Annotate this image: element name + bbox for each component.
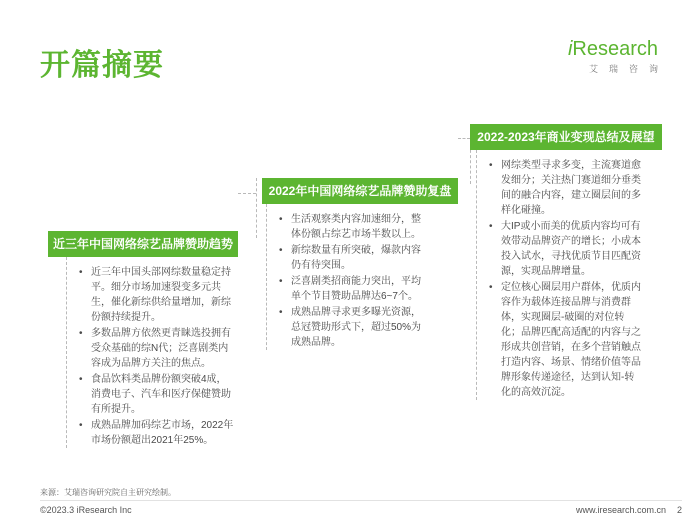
logo-subtitle: 艾瑞咨询: [588, 64, 669, 74]
footer-divider: [40, 500, 682, 501]
bullet-item: [487, 219, 642, 279]
source-note: 来源：艾瑞咨询研究院自主研究绘制。: [40, 488, 176, 497]
bullet-text: 定位核心圈层用户群体，优质内容作为载体连接品牌与消费群体，实现圈层-破圈的对位转化；品牌匹配高适配的内容与之形成共创营销，在多个营销触点打造内容、场景、情绪价值等品牌形象传递途径，达到认知-转化的高效沉淀。: [501, 282, 641, 398]
bullet-text: 多数品牌方依然更青睐选投拥有受众基础的综N代；泛喜剧类内容成为品牌方关注的焦点。: [91, 328, 231, 369]
bullet-text: 近三年中国头部网综数量稳定持平。细分市场加速裂变多元共生，催化新综供给量增加，新综份额持续提升。: [91, 267, 231, 323]
bullet-dot: •: [489, 160, 493, 171]
column-body: [266, 204, 458, 350]
bullet-dot: •: [489, 282, 493, 293]
logo-i: i: [567, 38, 573, 60]
bullet-text: 新综数量有所突破，爆款内容仍有待突围。: [291, 245, 421, 271]
bullet-text: 成熟品牌寻求更多曝光资源，总冠赞助形式下，超过50%为成熟品牌。: [291, 307, 422, 348]
bullet-item: [487, 158, 642, 218]
bullet-dot: •: [279, 245, 283, 256]
bullet-text: 泛喜剧类招商能力突出，平均单个节目赞助品牌达6~7个。: [291, 276, 421, 302]
page-number: 2: [676, 505, 682, 515]
logo-research: Research: [572, 38, 658, 60]
step-riser-1: [256, 178, 257, 238]
bullet-text: 生活观察类内容加速细分，整体份额占综艺市场半数以上。: [291, 214, 421, 240]
column-body: [476, 150, 662, 400]
column-body: [66, 257, 238, 448]
bullet-text: 食品饮料类品牌份额突破4成，消费电子、汽车和医疗保健赞助有所提升。: [91, 374, 231, 415]
page-title: 开篇摘要: [40, 49, 164, 82]
bullet-item: [77, 326, 236, 371]
bullet-list: [487, 158, 642, 400]
column-review: [262, 178, 458, 351]
bullet-list: [277, 212, 428, 350]
bullet-text: 成熟品牌加码综艺市场，2022年市场份额超出2021年25%。: [91, 420, 234, 446]
bullet-dot: •: [279, 214, 283, 225]
bullet-item: [77, 418, 236, 448]
bullet-dot: •: [279, 276, 283, 287]
bullet-text: 大IP或小而美的优质内容均可有效带动品牌资产的增长；小成本投入试水，寻找优质节目匹配资源，实现品牌增量。: [501, 221, 641, 277]
bullet-dot: •: [79, 328, 83, 339]
step-connector-2: [458, 138, 470, 139]
bullet-list: [77, 265, 236, 448]
bullet-dot: •: [79, 267, 83, 278]
column-heading: 2022-2023年商业变现总结及展望: [470, 124, 662, 150]
website-url: www.iresearch.com.cn: [575, 505, 666, 515]
bullet-item: [277, 305, 428, 350]
copyright-text: ©2023.3 iResearch Inc: [40, 505, 132, 515]
bullet-dot: •: [489, 221, 493, 232]
bullet-item: [277, 274, 428, 304]
iresearch-logo: [567, 38, 669, 75]
bullet-dot: •: [79, 374, 83, 385]
bullet-item: [277, 243, 428, 273]
bullet-dot: •: [79, 420, 83, 431]
bullet-text: 网综类型寻求多变，主流赛道愈发细分；关注热门赛道细分垂类间的融合内容，建立圈层间的多样化碰撞。: [501, 160, 641, 216]
column-outlook: [470, 124, 662, 401]
bullet-item: [487, 280, 642, 400]
column-trend: [48, 231, 238, 449]
step-connector-1: [238, 193, 256, 194]
bullet-dot: •: [279, 307, 283, 318]
logo-wordmark: [568, 38, 658, 61]
column-heading: 近三年中国网络综艺品牌赞助趋势: [48, 231, 238, 257]
column-heading: 2022年中国网络综艺品牌赞助复盘: [262, 178, 458, 204]
bullet-item: [77, 372, 236, 417]
bullet-item: [277, 212, 428, 242]
bullet-item: [77, 265, 236, 325]
